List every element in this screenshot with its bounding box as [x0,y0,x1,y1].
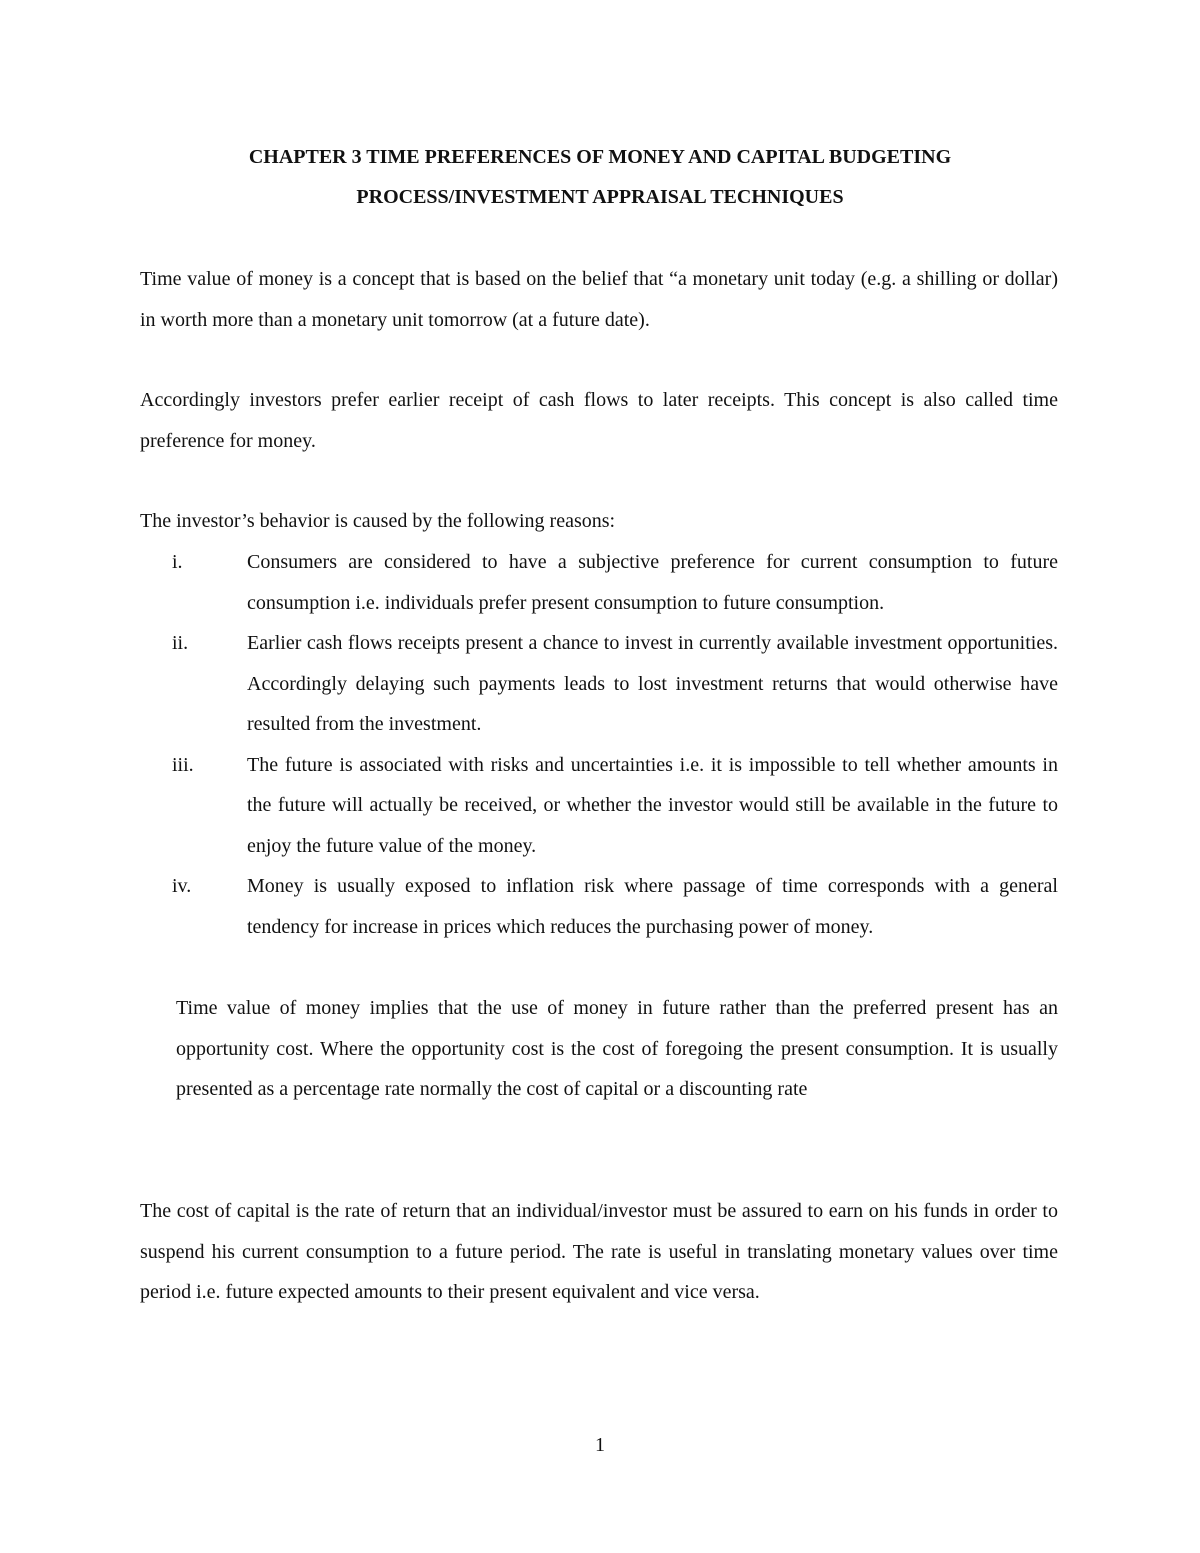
list-item [140,866,1058,947]
list-marker: i. [172,551,183,573]
list-marker: ii. [172,632,189,654]
list-item [140,745,1058,867]
list-item [140,542,1058,623]
list-intro: The investor’s behavior is caused by the following reasons: [140,510,616,532]
list-marker: iii. [172,753,194,776]
paragraph-opportunity-cost: Time value of money implies that the use of money in future rather than the preferred present has an opportunity cost. Where the opportunity cost is the cost of foregoing the present consumption. It is usually presented as a percentage rate normally the cost of capital or a discounting rate [176,997,1058,1100]
list-item-text: Money is usually exposed to inflation risk where passage of time corresponds with a general tendency for increase in prices which reduces the purchasing power of money. [247,875,1058,938]
paragraph-time-value-definition: Time value of money is a concept that is based on the belief that “a monetary unit today (e.g. a shilling or dollar) in worth more than a monetary unit tomorrow (at a future date). [140,268,1058,331]
paragraph-cost-of-capital: The cost of capital is the rate of return that an individual/investor must be assured to earn on his funds in order to suspend his current consumption to a future period. The rate is useful in translating monetary values over time period i.e. future expected amounts to their present equivalent and vice versa. [140,1200,1058,1303]
list-item-text: The future is associated with risks and uncertainties i.e. it is impossible to tell whether amounts in the future will actually be received, or whether the investor would still be available in the future to enjoy the future value of the money. [247,753,1058,857]
chapter-title-line-1: CHAPTER 3 TIME PREFERENCES OF MONEY AND CAPITAL BUDGETING [248,146,952,168]
page-number: 1 [595,1434,605,1456]
list-item-text: Earlier cash flows receipts present a chance to invest in currently available investment opportunities. Accordingly delaying such payments leads to lost investment returns that would otherwise have resulted from the investment. [247,632,1058,735]
list-item-text: Consumers are considered to have a subjective preference for current consumption to future consumption i.e. individuals prefer present consumption to future consumption. [247,551,1058,614]
reasons-list [140,542,1058,947]
chapter-title-line-2: PROCESS/INVESTMENT APPRAISAL TECHNIQUES [356,186,844,208]
paragraph-investor-preference: Accordingly investors prefer earlier receipt of cash flows to later receipts. This concept is also called time preference for money. [140,389,1058,452]
list-item [140,623,1058,745]
list-marker: iv. [172,875,192,897]
chapter-title [140,137,1060,217]
